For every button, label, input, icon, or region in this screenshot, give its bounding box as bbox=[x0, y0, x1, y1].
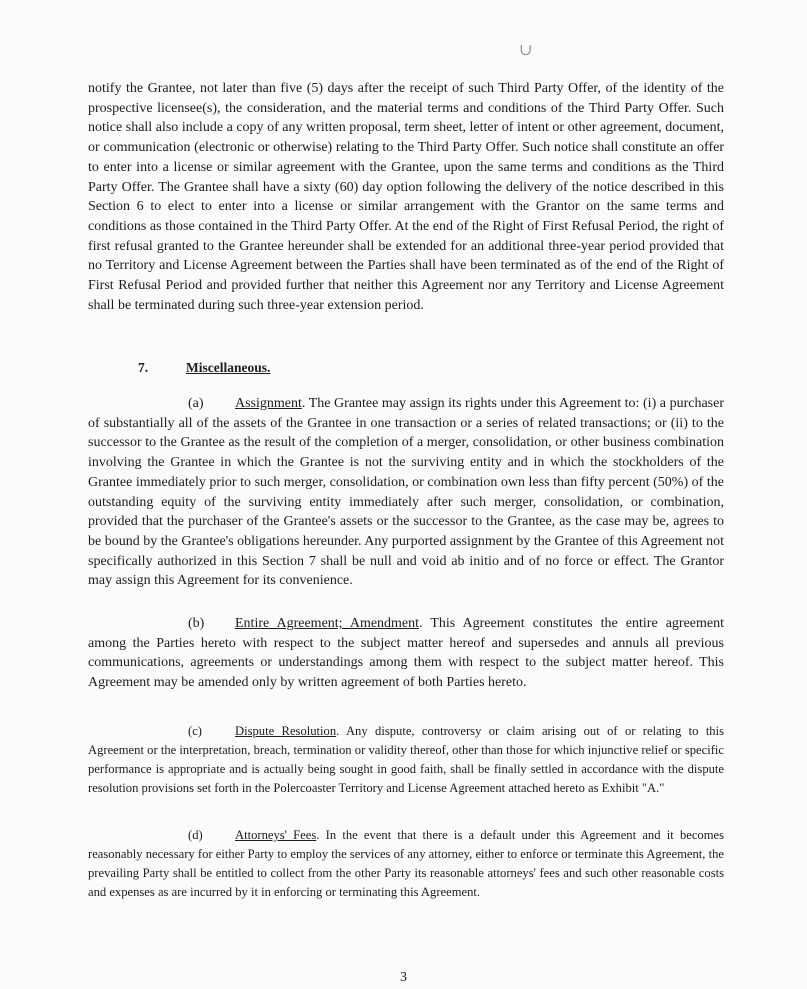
subsection-heading: Attorneys' Fees bbox=[235, 828, 317, 842]
subsection-attorneys-fees bbox=[88, 826, 724, 902]
subsection-dispute-resolution bbox=[88, 722, 724, 798]
section-title: Miscellaneous. bbox=[186, 360, 271, 375]
subsection-label: (d) bbox=[188, 828, 203, 842]
subsection-heading: Assignment bbox=[235, 396, 302, 411]
section-heading bbox=[138, 359, 270, 377]
subsection-heading: Entire Agreement; Amendment bbox=[235, 616, 420, 631]
subsection-label: (c) bbox=[188, 724, 202, 738]
subsection-assignment bbox=[88, 394, 724, 591]
section-number: 7. bbox=[138, 360, 149, 375]
subsection-text: . In the event that there is a default under this Agreement and it becomes reasonably necessary for either Party to employ the services of any attorney, either to enforce or terminate this Agreement, the prevailing Party shall be entitled to collect from the other Party its reasonable attorneys' fees and such other reasonable costs and expenses as are incurred by it in enforcing or terminating this Agreement. bbox=[88, 828, 725, 900]
subsection-entire-agreement bbox=[88, 614, 724, 693]
handwritten-mark: ∪ bbox=[519, 42, 533, 59]
subsection-text: . Any dispute, controversy or claim arising out of or relating to this Agreement or the interpretation, breach, termination or validity thereof, other than those for which injunctive relief or specific performance is appropriate and is actually being sought in good faith, shall be finally settled in accordance with the dispute resolution provisions set forth in the Polercoaster Territory and License Agreement attached hereto as Exhibit "A." bbox=[88, 724, 725, 796]
paragraph-continued: notify the Grantee, not later than five (5) days after the receipt of such Third Party Offer, of the identity of the prospective licensee(s), the consideration, and the material terms and conditions of the Third Party Offer. Such notice shall also include a copy of any written proposal, term sheet, letter of intent or other agreement, document, or communication (electronic or otherwise) relating to the Third Party Offer. Such notice shall constitute an offer to enter into a license or similar agreement with the Grantee, upon the same terms and conditions as the Third Party Offer. The Grantee shall have a sixty (60) day option following the delivery of the notice described in this Section 6 to elect to enter into a license or similar arrangement with the Grantor on the same terms and conditions as those contained in the Third Party Offer. At the end of the Right of First Refusal Period, the right of first refusal granted to the Grantee hereunder shall be extended for an additional three-year period provided that no Territory and License Agreement between the Parties shall have been terminated as of the end of the Right of First Refusal Period and provided further that neither this Agreement nor any Territory and License Agreement shall be terminated during such three-year extension period. bbox=[88, 81, 724, 313]
subsection-label: (a) bbox=[188, 396, 204, 411]
subsection-label: (b) bbox=[188, 616, 205, 631]
subsection-text: . This Agreement constitutes the entire agreement among the Parties hereto with respect to the subject matter hereof and supersedes and annuls all previous communications, agreements or understandings among them with respect to the subject matter hereof. This Agreement may be amended only by written agreement of both Parties hereto. bbox=[88, 616, 725, 691]
page-number: 3 bbox=[400, 970, 407, 985]
subsection-text: . The Grantee may assign its rights under this Agreement to: (i) a purchaser of substantially all of the assets of the Grantee in one transaction or a series of related transactions; or (ii) to the successor to the Grantee as the result of the completion of a merger, consolidation, or other business combination involving the Grantee in which the Grantee is not the surviving entity and in which the stockholders of the Grantee immediately prior to such merger, consolidation, or combination own less than fifty percent (50%) of the outstanding equity of the surviving entity immediately after such merger, consolidation, or combination, provided that the purchaser of the Grantee's assets or the successor to the Grantee, as the case may be, agrees to be bound by the Grantee's obligations hereunder. Any purported assignment by the Grantee of this Agreement not specifically authorized in this Section 7 shall be null and void ab initio and of no force or effect. The Grantor may assign this Agreement for its convenience. bbox=[88, 396, 724, 589]
subsection-heading: Dispute Resolution bbox=[235, 724, 337, 738]
